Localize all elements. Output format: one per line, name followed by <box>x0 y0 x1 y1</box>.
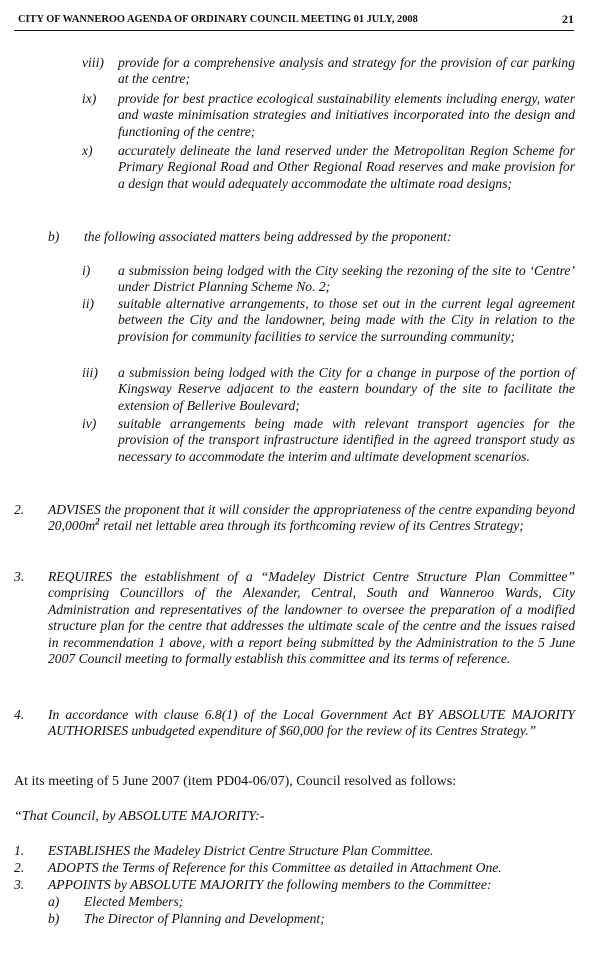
meeting-line: At its meeting of 5 June 2007 (item PD04-06/07), Council resolved as follows: <box>14 774 457 789</box>
page-number: 21 <box>562 12 574 26</box>
page-header <box>14 12 574 31</box>
header-title: CITY OF WANNEROO AGENDA OF ORDINARY COUNCIL MEETING 01 JULY, 2008 <box>18 14 418 25</box>
resolution-intro: “That Council, by ABSOLUTE MAJORITY:- <box>14 809 265 824</box>
